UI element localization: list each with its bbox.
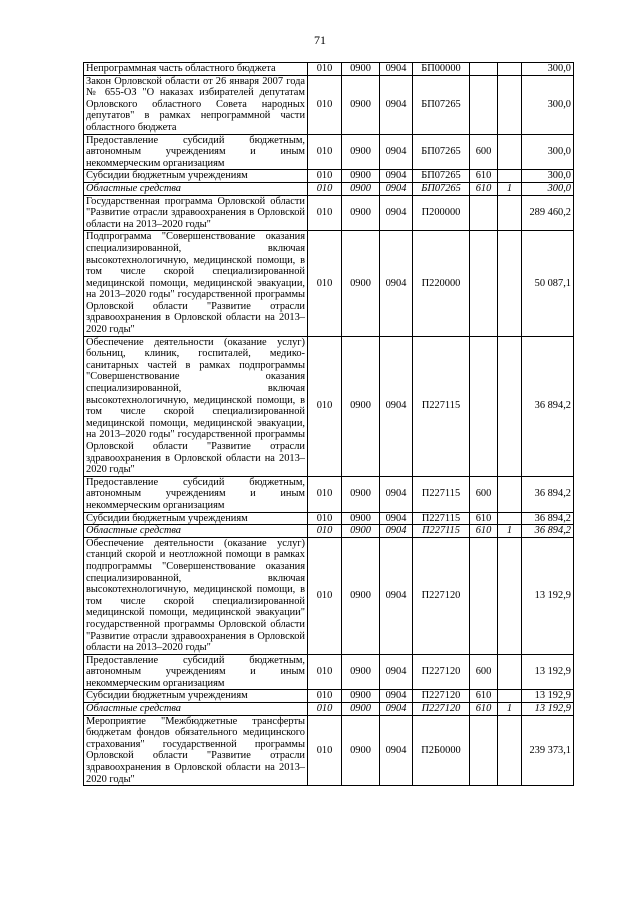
- cell-funding-code: 1: [498, 703, 522, 716]
- cell-target-article: БП07265: [413, 182, 470, 195]
- cell-expense-type: [470, 231, 498, 336]
- cell-name: Подпрограмма "Совершенствование оказания специализированной, включая высокотехнологичную, медицинской помощи, в том числе скорой специализированной медицинской помощи, медицинской эвакуации, на 2013–2020 годы" государственной программы Орловской области "Развитие отрасли здравоохранения в Орловской области на 2013–2020 годы": [84, 231, 308, 336]
- table-row: [84, 525, 574, 538]
- cell-expense-type: [470, 715, 498, 786]
- cell-ministry-code: 010: [308, 476, 342, 512]
- cell-subsection-code: 0904: [380, 654, 413, 690]
- table-row: [84, 537, 574, 654]
- cell-expense-type: [470, 537, 498, 654]
- cell-expense-type: 610: [470, 182, 498, 195]
- cell-subsection-code: 0904: [380, 690, 413, 703]
- cell-ministry-code: 010: [308, 512, 342, 525]
- cell-ministry-code: 010: [308, 537, 342, 654]
- cell-expense-type: 610: [470, 525, 498, 538]
- cell-funding-code: [498, 170, 522, 183]
- cell-subsection-code: 0904: [380, 75, 413, 134]
- page-number: 71: [314, 33, 326, 47]
- cell-section-code: 0900: [342, 715, 380, 786]
- cell-funding-code: [498, 231, 522, 336]
- cell-amount: 50 087,1: [522, 231, 574, 336]
- cell-section-code: 0900: [342, 690, 380, 703]
- cell-name: Областные средства: [84, 182, 308, 195]
- cell-funding-code: 1: [498, 525, 522, 538]
- cell-amount: 13 192,9: [522, 690, 574, 703]
- budget-table: [83, 62, 574, 786]
- table-row: [84, 336, 574, 476]
- cell-amount: 300,0: [522, 182, 574, 195]
- cell-target-article: П227115: [413, 512, 470, 525]
- table-row: [84, 715, 574, 786]
- cell-ministry-code: 010: [308, 63, 342, 76]
- cell-name: Обеспечение деятельности (оказание услуг) больниц, клиник, госпиталей, медико-санитарных частей в рамках подпрограммы "Совершенствование оказания специализированной, включая высокотехнологичную, медицинской помощи, в том числе скорой специализированной медицинской помощи, медицинской эвакуации, на 2013–2020 годы" государственной программы Орловской области "Развитие отрасли здравоохранения в Орловской области на 2013–2020 годы": [84, 336, 308, 476]
- cell-subsection-code: 0904: [380, 63, 413, 76]
- cell-target-article: П227120: [413, 703, 470, 716]
- cell-subsection-code: 0904: [380, 525, 413, 538]
- cell-amount: 13 192,9: [522, 654, 574, 690]
- cell-section-code: 0900: [342, 182, 380, 195]
- cell-section-code: 0900: [342, 134, 380, 170]
- cell-subsection-code: 0904: [380, 715, 413, 786]
- cell-target-article: П220000: [413, 231, 470, 336]
- cell-funding-code: [498, 512, 522, 525]
- cell-name: Закон Орловской области от 26 января 2007 года № 655-ОЗ "О наказах избирателей депутатам Орловского областного Совета народных депутатов" в рамках непрограммной части областного бюджета: [84, 75, 308, 134]
- cell-target-article: БП00000: [413, 63, 470, 76]
- cell-amount: 300,0: [522, 75, 574, 134]
- cell-expense-type: [470, 63, 498, 76]
- cell-name: Субсидии бюджетным учреждениям: [84, 690, 308, 703]
- cell-expense-type: [470, 75, 498, 134]
- cell-section-code: 0900: [342, 63, 380, 76]
- cell-amount: 36 894,2: [522, 525, 574, 538]
- cell-ministry-code: 010: [308, 703, 342, 716]
- cell-subsection-code: 0904: [380, 231, 413, 336]
- cell-funding-code: [498, 134, 522, 170]
- cell-target-article: П227120: [413, 537, 470, 654]
- cell-name: Мероприятие "Межбюджетные трансферты бюджетам фондов обязательного медицинского страхования" государственной программы Орловской области "Развитие отрасли здравоохранения в Орловской области на 2013–2020 годы": [84, 715, 308, 786]
- cell-section-code: 0900: [342, 525, 380, 538]
- cell-funding-code: [498, 336, 522, 476]
- cell-section-code: 0900: [342, 336, 380, 476]
- cell-subsection-code: 0904: [380, 134, 413, 170]
- cell-name: Субсидии бюджетным учреждениям: [84, 170, 308, 183]
- cell-funding-code: [498, 476, 522, 512]
- cell-section-code: 0900: [342, 654, 380, 690]
- cell-name: Областные средства: [84, 525, 308, 538]
- cell-subsection-code: 0904: [380, 476, 413, 512]
- cell-expense-type: 610: [470, 690, 498, 703]
- cell-name: Предоставление субсидий бюджетным, автономным учреждениям и иным некоммерческим организациям: [84, 476, 308, 512]
- cell-ministry-code: 010: [308, 654, 342, 690]
- cell-amount: 36 894,2: [522, 512, 574, 525]
- cell-ministry-code: 010: [308, 525, 342, 538]
- cell-expense-type: 600: [470, 134, 498, 170]
- cell-name: Предоставление субсидий бюджетным, автономным учреждениям и иным некоммерческим организациям: [84, 654, 308, 690]
- cell-subsection-code: 0904: [380, 703, 413, 716]
- cell-ministry-code: 010: [308, 170, 342, 183]
- cell-amount: 13 192,9: [522, 703, 574, 716]
- cell-ministry-code: 010: [308, 231, 342, 336]
- cell-subsection-code: 0904: [380, 537, 413, 654]
- cell-funding-code: [498, 75, 522, 134]
- cell-subsection-code: 0904: [380, 336, 413, 476]
- cell-ministry-code: 010: [308, 195, 342, 231]
- cell-section-code: 0900: [342, 476, 380, 512]
- cell-target-article: П227115: [413, 476, 470, 512]
- table-row: [84, 134, 574, 170]
- cell-amount: 300,0: [522, 134, 574, 170]
- cell-section-code: 0900: [342, 537, 380, 654]
- cell-expense-type: [470, 195, 498, 231]
- cell-name: Обеспечение деятельности (оказание услуг) станций скорой и неотложной помощи в рамках подпрограммы "Совершенствование оказания специализированной, включая высокотехнологичную, медицинской помощи, в том числе скорой специализированной медицинской помощи, медицинской эвакуации" государственной программы Орловской области "Развитие отрасли здравоохранения в Орловской области на 2013–2020 годы": [84, 537, 308, 654]
- table-row: [84, 182, 574, 195]
- cell-funding-code: [498, 654, 522, 690]
- cell-amount: 36 894,2: [522, 476, 574, 512]
- cell-ministry-code: 010: [308, 182, 342, 195]
- cell-subsection-code: 0904: [380, 170, 413, 183]
- table-row: [84, 703, 574, 716]
- cell-expense-type: 610: [470, 703, 498, 716]
- cell-target-article: П227120: [413, 690, 470, 703]
- cell-target-article: П227115: [413, 525, 470, 538]
- cell-expense-type: 610: [470, 170, 498, 183]
- cell-amount: 13 192,9: [522, 537, 574, 654]
- cell-target-article: П200000: [413, 195, 470, 231]
- cell-section-code: 0900: [342, 512, 380, 525]
- cell-name: Субсидии бюджетным учреждениям: [84, 512, 308, 525]
- cell-subsection-code: 0904: [380, 182, 413, 195]
- cell-name: Областные средства: [84, 703, 308, 716]
- table-row: [84, 512, 574, 525]
- cell-target-article: П227120: [413, 654, 470, 690]
- cell-ministry-code: 010: [308, 715, 342, 786]
- cell-subsection-code: 0904: [380, 195, 413, 231]
- table-row: [84, 170, 574, 183]
- cell-amount: 300,0: [522, 170, 574, 183]
- cell-ministry-code: 010: [308, 134, 342, 170]
- cell-expense-type: [470, 336, 498, 476]
- cell-name: Государственная программа Орловской области "Развитие отрасли здравоохранения в Орловской области на 2013–2020 годы": [84, 195, 308, 231]
- table-row: [84, 231, 574, 336]
- cell-amount: 300,0: [522, 63, 574, 76]
- cell-target-article: БП07265: [413, 170, 470, 183]
- cell-section-code: 0900: [342, 75, 380, 134]
- cell-expense-type: 600: [470, 476, 498, 512]
- cell-target-article: П227115: [413, 336, 470, 476]
- cell-target-article: БП07265: [413, 75, 470, 134]
- cell-section-code: 0900: [342, 195, 380, 231]
- cell-ministry-code: 010: [308, 75, 342, 134]
- cell-amount: 239 373,1: [522, 715, 574, 786]
- table-row: [84, 75, 574, 134]
- cell-section-code: 0900: [342, 703, 380, 716]
- cell-name: Непрограммная часть областного бюджета: [84, 63, 308, 76]
- cell-ministry-code: 010: [308, 336, 342, 476]
- cell-funding-code: [498, 537, 522, 654]
- cell-funding-code: 1: [498, 182, 522, 195]
- cell-name: Предоставление субсидий бюджетным, автономным учреждениям и иным некоммерческим организациям: [84, 134, 308, 170]
- cell-subsection-code: 0904: [380, 512, 413, 525]
- table-row: [84, 654, 574, 690]
- cell-funding-code: [498, 690, 522, 703]
- table-row: [84, 690, 574, 703]
- cell-funding-code: [498, 63, 522, 76]
- cell-ministry-code: 010: [308, 690, 342, 703]
- cell-funding-code: [498, 715, 522, 786]
- cell-expense-type: 600: [470, 654, 498, 690]
- cell-target-article: БП07265: [413, 134, 470, 170]
- table-row: [84, 195, 574, 231]
- cell-amount: 36 894,2: [522, 336, 574, 476]
- cell-section-code: 0900: [342, 170, 380, 183]
- table-row: [84, 476, 574, 512]
- cell-expense-type: 610: [470, 512, 498, 525]
- cell-section-code: 0900: [342, 231, 380, 336]
- table-row: [84, 63, 574, 76]
- cell-amount: 289 460,2: [522, 195, 574, 231]
- cell-target-article: П2Б0000: [413, 715, 470, 786]
- cell-funding-code: [498, 195, 522, 231]
